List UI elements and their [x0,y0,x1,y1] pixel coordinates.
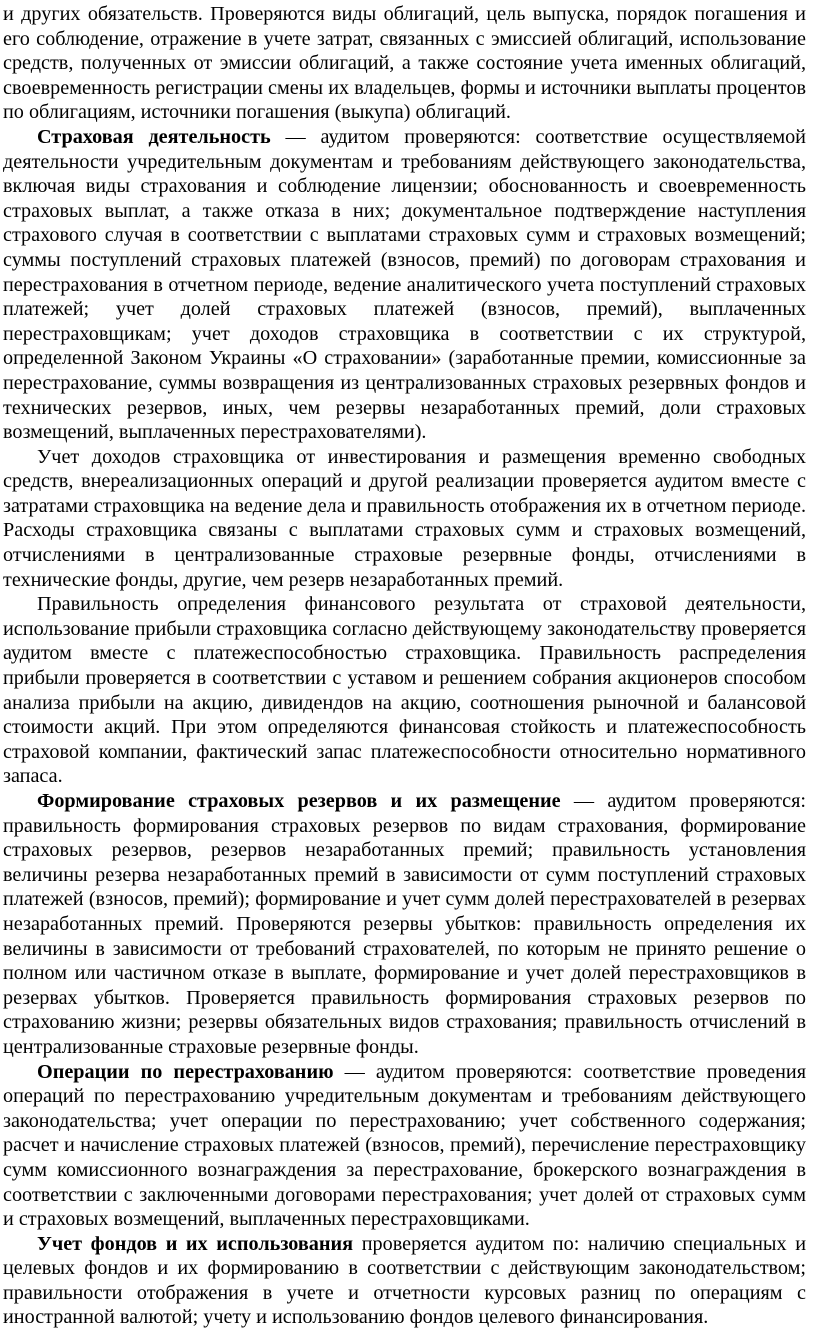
paragraph-insurance-activity [3,125,806,445]
paragraph-bonds-continuation [3,2,806,125]
paragraph-text: — аудитом проверяются: соответствие осуществляемой деятельности учредительным документам и требованиям действующего законодательства, включая виды страхования и соблюдение лицензии; обоснованность и своевременность страховых выплат, а также отказа в них; документальное подтверждение наступления страхового случая в соответствии с выплатами страховых сумм и страховых возмещений; суммы поступлений страховых платежей (взносов, премий) по договорам страхования и перестрахования в отчетном периоде, ведение аналитического учета поступлений страховых платежей; учет долей страховых платежей (взносов, премий), выплаченных перестраховщикам; учет доходов страховщика в соответствии с их структурой, определенной Законом Украины «О страховании» (заработанные премии, комиссионные за перестрахование, суммы возвращения из централизованных страховых резервных фондов и технических резервов, иных, чем резервы незаработанных премий, доли страховых возмещений, выплаченных перестрахователями). [3,125,806,444]
section-heading: Операции по перестрахованию [37,1060,334,1083]
paragraph-insurer-income [3,445,806,593]
section-heading: Формирование страховых резервов и их размещение [37,790,561,812]
paragraph-reinsurance-operations [3,1060,806,1232]
paragraph-financial-result [3,592,806,789]
paragraph-text: Учет доходов страховщика от инвестирования и размещения временно свободных средств, внереализационных операций и другой реализации проверяется аудитом вместе с затратами страховщика на ведение дела и правильность отображения их в отчетном периоде. Расходы страховщика связаны с выплатами страховых сумм и страховых возмещений, отчислениями в централизованные страховые резервные фонды, отчислениями в технические фонды, другие, чем резерв незаработанных премий. [3,445,806,591]
paragraph-insurance-reserves [3,789,806,1060]
paragraph-funds-accounting [3,1232,806,1330]
section-heading: Учет фондов и их использования [37,1232,354,1255]
section-heading: Страховая деятельность [37,125,271,148]
paragraph-text: проверяется аудитом по: наличию специальных и целевых фондов и их формированию в соответствии с действующим законодательством; правильности отображения в учете и отчетности курсовых разниц по операциям с иностранной валютой; учету и использованию фондов целевого финансирования. [3,1232,807,1329]
paragraph-text: — аудитом проверяются: соответствие проведения операций по перестрахованию учредительным документам и требованиям действующего законодательства; учет операции по перестрахованию; учет собственного содержания; расчет и начисление страховых платежей (взносов, премий), перечисление перестраховщику сумм комиссионного вознаграждения за перестрахование, брокерского вознаграждения в соответствии с заключенными договорами перестрахования; учет долей от страховых сумм и страховых возмещений, выплаченных перестраховщиками. [3,1060,806,1231]
paragraph-text: и других обязательств. Проверяются виды облигаций, цель выпуска, порядок погашения и его соблюдение, отражение в учете затрат, связанных с эмиссией облигаций, использование средств, полученных от эмиссии облигаций, а также состояние учета именных облигаций, своевременность регистрации смены их владельцев, формы и источники выплаты процентов по облигациям, источники погашения (выкупа) облигаций. [3,3,806,124]
paragraph-text: Правильность определения финансового результата от страховой деятельности, использование прибыли страховщика согласно действующему законодательству проверяется аудитом вместе с платежеспособностью страховщика. Правильность распределения прибыли проверяется в соответствии с уставом и решением собрания акционеров способом анализа прибыли на акцию, дивидендов на акцию, соотношения рыночной и балансовой стоимости акций. При этом определяются финансовая стойкость и платежеспособность страховой компании, фактический запас платежеспособности относительно нормативного запаса. [3,593,806,788]
paragraph-text: — аудитом проверяются: правильность формирования страховых резервов по видам страхования, формирование страховых резервов, резервов незаработанных премий; правильность установления величины резерва незаработанных премий в зависимости от сумм поступлений страховых платежей (взносов, премий); формирование и учет сумм долей перестрахователей в резервах незаработанных премий. Проверяются резервы убытков: правильность определения их величины в зависимости от требований страхователей, по которым не принято решение о полном или частичном отказе в выплате, формирование и учет долей перестраховщиков в резервах убытков. Проверяется правильность формирования страховых резервов по страхованию жизни; резервы обязательных видов страхования; правильность отчислений в централизованные страховые резервные фонды. [3,790,806,1058]
